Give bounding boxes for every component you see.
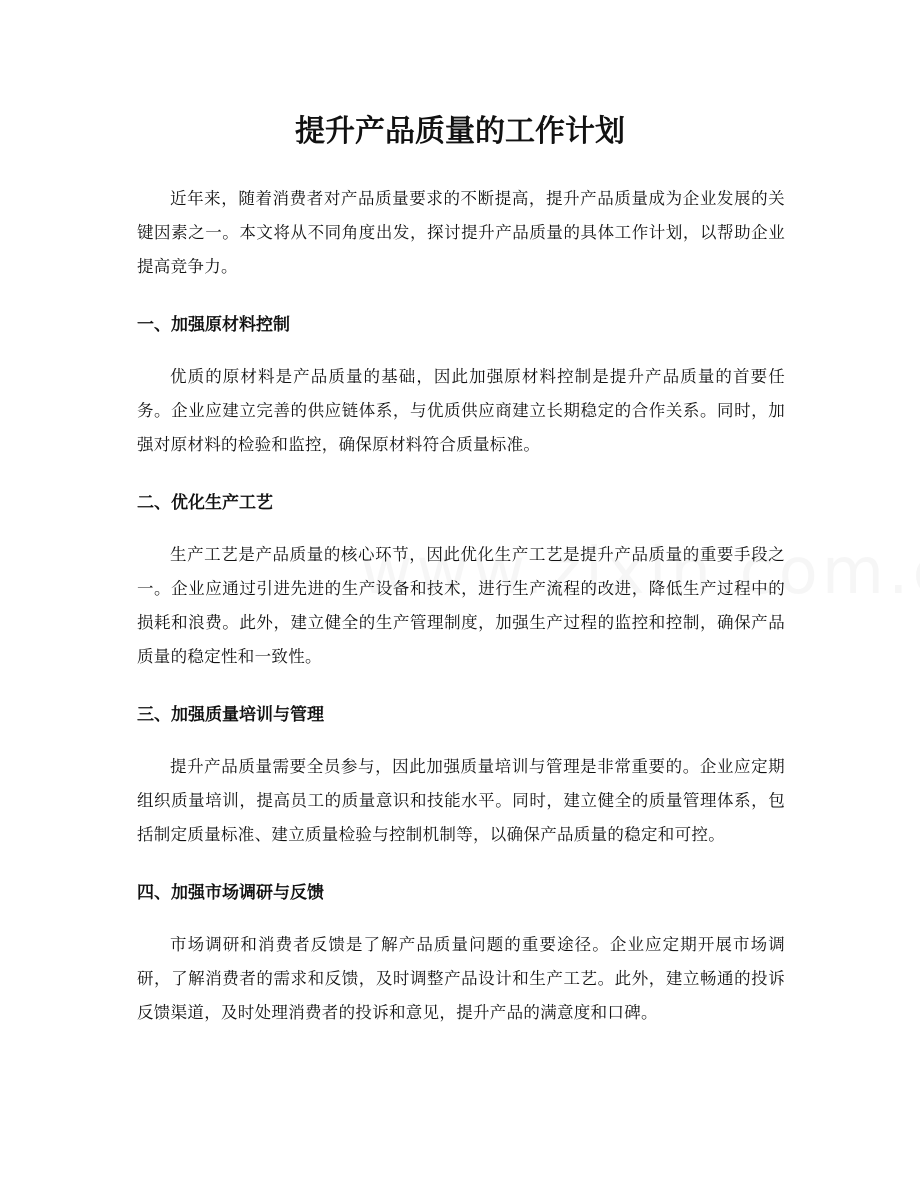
section-paragraph-4: 市场调研和消费者反馈是了解产品质量问题的重要途径。企业应定期开展市场调研，了解消费者的需求和反馈，及时调整产品设计和生产工艺。此外，建立畅通的投诉反馈渠道，及时处理消费者的投诉和意见，提升产品的满意度和口碑。 bbox=[137, 935, 785, 1022]
section-heading-3: 三、加强质量培训与管理 bbox=[137, 705, 324, 725]
intro-paragraph: 近年来，随着消费者对产品质量要求的不断提高，提升产品质量成为企业发展的关键因素之一。本文将从不同角度出发，探讨提升产品质量的具体工作计划，以帮助企业提高竞争力。 bbox=[137, 189, 785, 276]
section-paragraph-1: 优质的原材料是产品质量的基础，因此加强原材料控制是提升产品质量的首要任务。企业应建立完善的供应链体系，与优质供应商建立长期稳定的合作关系。同时，加强对原材料的检验和监控，确保原材料符合质量标准。 bbox=[137, 367, 785, 454]
section-heading-2: 二、优化生产工艺 bbox=[137, 493, 273, 513]
document-title: 提升产品质量的工作计划 bbox=[295, 114, 625, 149]
section-paragraph-2: 生产工艺是产品质量的核心环节，因此优化生产工艺是提升产品质量的重要手段之一。企业应通过引进先进的生产设备和技术，进行生产流程的改进，降低生产过程中的损耗和浪费。此外，建立健全的生产管理制度，加强生产过程的监控和控制，确保产品质量的稳定性和一致性。 bbox=[137, 545, 785, 666]
section-paragraph-3: 提升产品质量需要全员参与，因此加强质量培训与管理是非常重要的。企业应定期组织质量培训，提高员工的质量意识和技能水平。同时，建立健全的质量管理体系，包括制定质量标准、建立质量检验与控制机制等，以确保产品质量的稳定和可控。 bbox=[137, 757, 785, 844]
section-heading-4: 四、加强市场调研与反馈 bbox=[137, 883, 324, 903]
section-heading-1: 一、加强原材料控制 bbox=[137, 315, 290, 335]
document-body bbox=[137, 182, 785, 1030]
